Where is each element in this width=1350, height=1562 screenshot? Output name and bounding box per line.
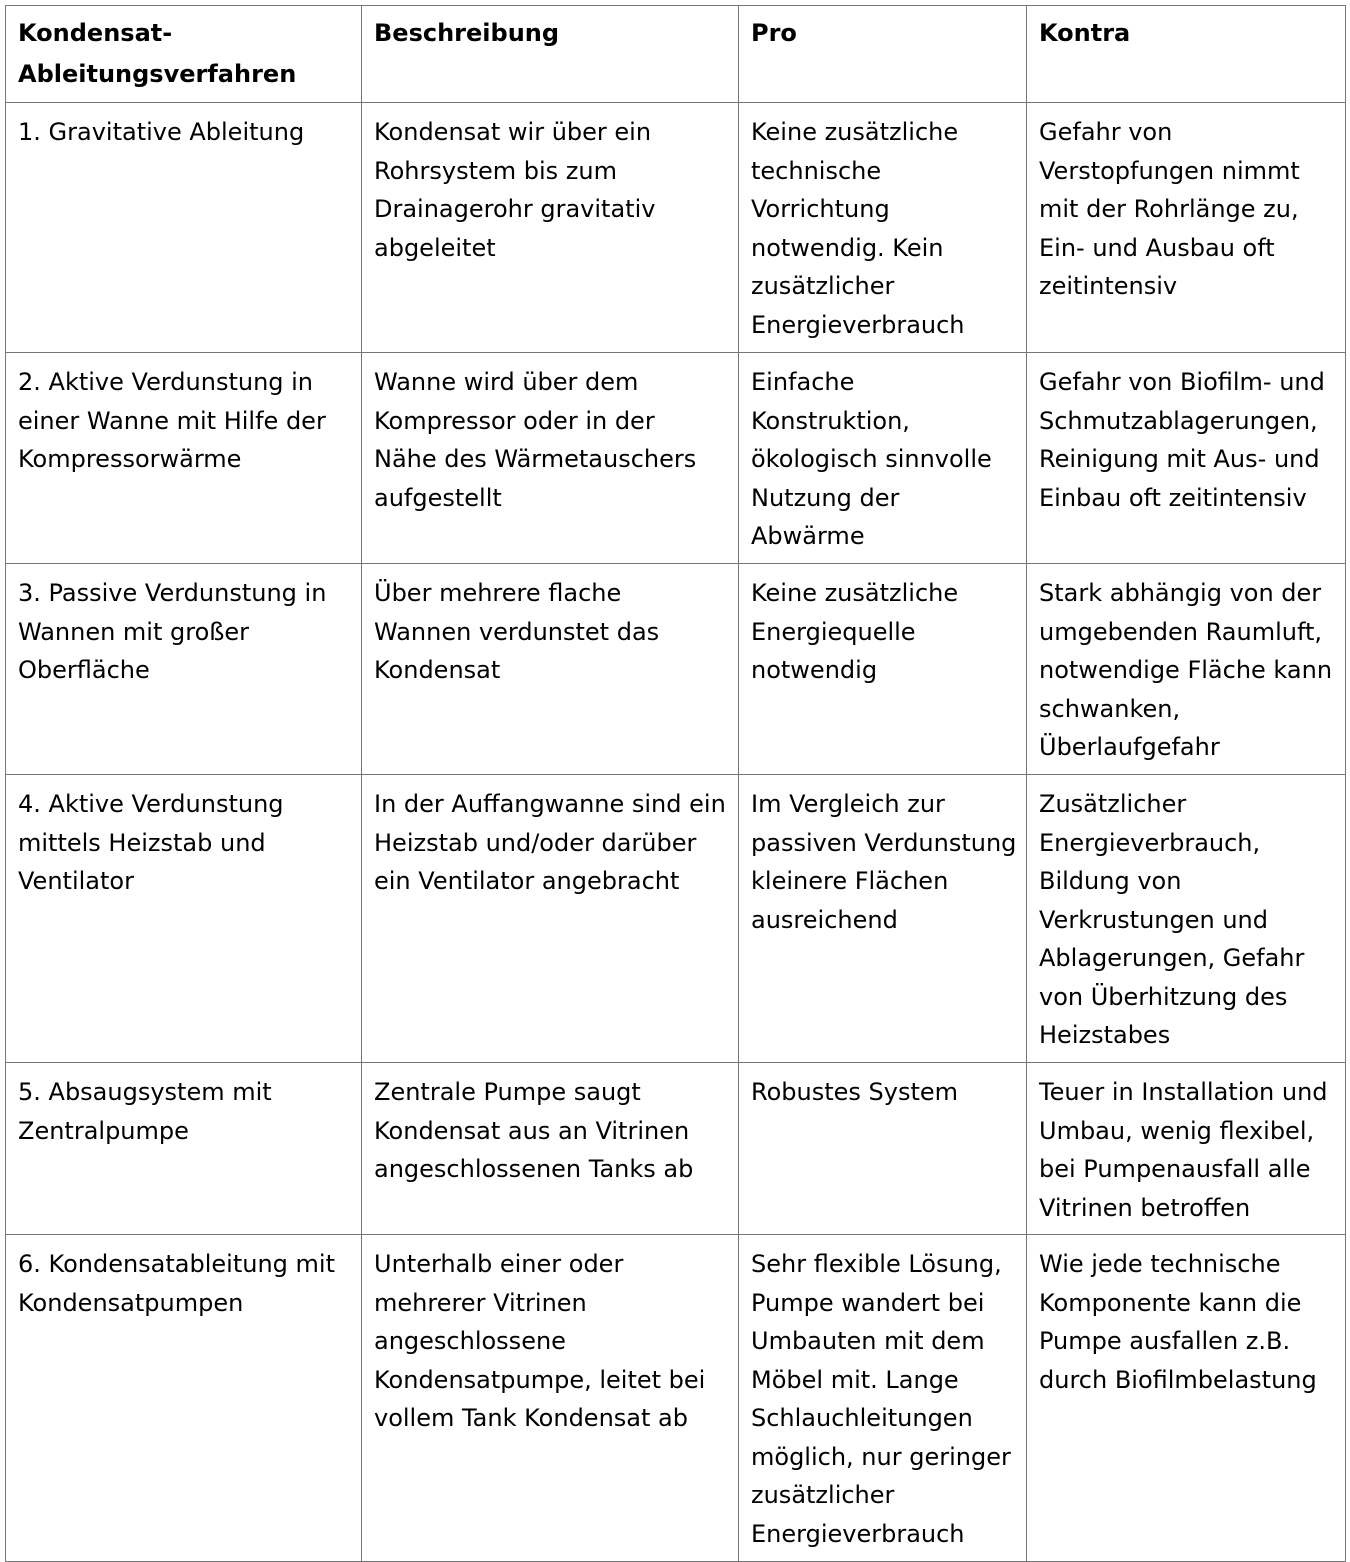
cell-line: Kondensatpumpen: [18, 1288, 244, 1317]
table-row: [6, 564, 1346, 775]
cell-pro: [739, 353, 1027, 564]
cell-description: [362, 1235, 739, 1562]
cell-description: [362, 564, 739, 775]
cell-line: passiven Verdunstung: [751, 828, 1017, 857]
cell-line: Möbel mit. Lange: [751, 1365, 959, 1394]
header-cell-description: [362, 6, 739, 103]
cell-line: kleinere Flächen: [751, 867, 949, 895]
cell-contra: [1027, 353, 1346, 564]
cell-line: Sehr flexible Lösung,: [751, 1250, 1002, 1278]
header-pro-line: Pro: [751, 19, 797, 47]
cell-line: 4. Aktive Verdunstung: [18, 790, 284, 818]
cell-line: vollem Tank Kondensat ab: [374, 1404, 688, 1432]
cell-line: einer Wanne mit Hilfe der: [18, 406, 326, 435]
cell-line: möglich, nur geringer: [751, 1442, 1011, 1471]
cell-contra: [1027, 1063, 1346, 1235]
cell-line: Vorrichtung: [751, 195, 890, 223]
cell-line: angeschlossenen Tanks ab: [374, 1155, 694, 1183]
cell-description: [362, 103, 739, 353]
cell-description: [362, 1063, 739, 1235]
table-row: [6, 353, 1346, 564]
cell-line: Einfache: [751, 368, 855, 396]
cell-line: ausreichend: [751, 905, 898, 934]
cell-line: Energiequelle: [751, 617, 916, 646]
cell-contra: [1027, 564, 1346, 775]
cell-description: [362, 775, 739, 1063]
cell-line: 5. Absaugsystem mit: [18, 1078, 272, 1106]
cell-line: Bildung von: [1039, 867, 1182, 895]
header-description-line: Beschreibung: [374, 19, 560, 47]
cell-pro: [739, 1235, 1027, 1562]
cell-line: Zusätzlicher: [1039, 790, 1187, 818]
header-method-line: Ableitungsverfahren: [18, 60, 297, 88]
cell-line: zusätzlicher: [751, 1481, 895, 1509]
cell-line: 1. Gravitative Ableitung: [18, 118, 305, 146]
cell-contra: [1027, 1235, 1346, 1562]
cell-line: Verstopfungen nimmt: [1039, 156, 1300, 185]
cell-method: [6, 103, 362, 353]
cell-line: Zentrale Pumpe saugt: [374, 1078, 641, 1106]
cell-line: umgebenden Raumluft,: [1039, 617, 1323, 646]
cell-method: [6, 564, 362, 775]
cell-line: Nutzung der: [751, 483, 900, 512]
cell-line: Kompressorwärme: [18, 445, 242, 473]
cell-contra: [1027, 103, 1346, 353]
cell-line: Heizstabes: [1039, 1021, 1171, 1049]
cell-line: Energieverbrauch,: [1039, 828, 1261, 857]
cell-line: Konstruktion,: [751, 406, 910, 435]
cell-line: zeitintensiv: [1039, 272, 1178, 300]
cell-line: notwendige Fläche kann: [1039, 656, 1333, 684]
header-cell-contra: [1027, 6, 1346, 103]
cell-line: Keine zusätzliche: [751, 579, 959, 607]
cell-line: ein Ventilator angebracht: [374, 867, 680, 895]
cell-line: Teuer in Installation und: [1039, 1078, 1328, 1106]
cell-line: mittels Heizstab und: [18, 828, 266, 857]
cell-line: Wannen mit großer: [18, 617, 250, 646]
cell-line: Energieverbrauch: [751, 1519, 965, 1548]
cell-line: Oberfläche: [18, 656, 150, 684]
cell-line: Ablagerungen, Gefahr: [1039, 944, 1305, 972]
cell-pro: [739, 1063, 1027, 1235]
cell-method: [6, 775, 362, 1063]
cell-line: aufgestellt: [374, 483, 502, 512]
cell-line: Keine zusätzliche: [751, 118, 959, 146]
cell-line: 3. Passive Verdunstung in: [18, 579, 327, 607]
table-row: [6, 775, 1346, 1063]
cell-line: Schmutzablagerungen,: [1039, 406, 1318, 435]
cell-line: Im Vergleich zur: [751, 790, 945, 818]
cell-line: Abwärme: [751, 522, 865, 550]
cell-line: Energieverbrauch: [751, 310, 965, 339]
cell-line: Kondensat aus an Vitrinen: [374, 1116, 690, 1145]
cell-line: Wannen verdunstet das: [374, 617, 660, 646]
table-row: [6, 1063, 1346, 1235]
cell-line: Vitrinen betroffen: [1039, 1193, 1251, 1222]
cell-line: Umbauten mit dem: [751, 1327, 985, 1355]
cell-line: Pumpe wandert bei: [751, 1288, 985, 1317]
cell-description: [362, 353, 739, 564]
cell-line: Stark abhängig von der: [1039, 579, 1322, 607]
cell-line: Gefahr von Biofilm- und: [1039, 368, 1325, 396]
cell-pro: [739, 564, 1027, 775]
cell-line: Schlauchleitungen: [751, 1404, 973, 1432]
header-cell-pro: [739, 6, 1027, 103]
cell-line: Überlaufgefahr: [1039, 733, 1220, 761]
cell-line: Pumpe ausfallen z.B.: [1039, 1327, 1291, 1355]
cell-line: angeschlossene: [374, 1327, 566, 1355]
cell-line: Ventilator: [18, 867, 134, 895]
cell-line: Zentralpumpe: [18, 1116, 189, 1145]
cell-line: Komponente kann die: [1039, 1288, 1302, 1317]
cell-pro: [739, 775, 1027, 1063]
cell-line: Nähe des Wärmetauschers: [374, 445, 697, 473]
cell-line: 6. Kondensatableitung mit: [18, 1250, 335, 1278]
cell-line: ökologisch sinnvolle: [751, 445, 992, 473]
cell-line: notwendig: [751, 656, 878, 684]
header-cell-method: [6, 6, 362, 103]
cell-method: [6, 1063, 362, 1235]
cell-method: [6, 353, 362, 564]
cell-line: Unterhalb einer oder: [374, 1250, 624, 1278]
cell-line: Einbau oft zeitintensiv: [1039, 483, 1307, 512]
cell-line: technische: [751, 156, 882, 185]
cell-line: Heizstab und/oder darüber: [374, 828, 697, 857]
cell-line: Kondensat: [374, 656, 501, 684]
cell-line: Wanne wird über dem: [374, 368, 639, 396]
cell-line: durch Biofilmbelastung: [1039, 1365, 1317, 1394]
cell-pro: [739, 103, 1027, 353]
cell-line: Wie jede technische: [1039, 1250, 1281, 1278]
cell-line: Rohrsystem bis zum: [374, 156, 617, 185]
cell-line: Gefahr von: [1039, 118, 1173, 146]
cell-line: schwanken,: [1039, 694, 1181, 723]
cell-line: zusätzlicher: [751, 272, 895, 300]
cell-line: abgeleitet: [374, 233, 496, 262]
cell-line: bei Pumpenausfall alle: [1039, 1155, 1311, 1183]
comparison-table: [5, 5, 1346, 1562]
header-method-line: Kondensat-: [18, 19, 173, 47]
cell-line: Über mehrere flache: [374, 579, 622, 607]
cell-line: Kompressor oder in der: [374, 406, 655, 435]
cell-line: Umbau, wenig flexibel,: [1039, 1116, 1315, 1145]
header-row: [6, 6, 1346, 103]
cell-line: Kondensatpumpe, leitet bei: [374, 1365, 706, 1394]
cell-line: von Überhitzung des: [1039, 982, 1288, 1011]
cell-line: Robustes System: [751, 1078, 959, 1106]
cell-line: Drainagerohr gravitativ: [374, 195, 656, 223]
cell-method: [6, 1235, 362, 1562]
cell-line: mehrerer Vitrinen: [374, 1288, 587, 1317]
cell-line: mit der Rohrlänge zu,: [1039, 195, 1299, 223]
table-row: [6, 103, 1346, 353]
cell-line: 2. Aktive Verdunstung in: [18, 368, 314, 396]
table-row: [6, 1235, 1346, 1562]
cell-contra: [1027, 775, 1346, 1063]
header-contra-line: Kontra: [1039, 19, 1131, 47]
cell-line: notwendig. Kein: [751, 233, 944, 262]
cell-line: Kondensat wir über ein: [374, 118, 652, 146]
cell-line: Ein- und Ausbau oft: [1039, 233, 1275, 262]
cell-line: In der Auffangwanne sind ein: [374, 790, 726, 818]
cell-line: Verkrustungen und: [1039, 905, 1268, 934]
cell-line: Reinigung mit Aus- und: [1039, 445, 1320, 473]
